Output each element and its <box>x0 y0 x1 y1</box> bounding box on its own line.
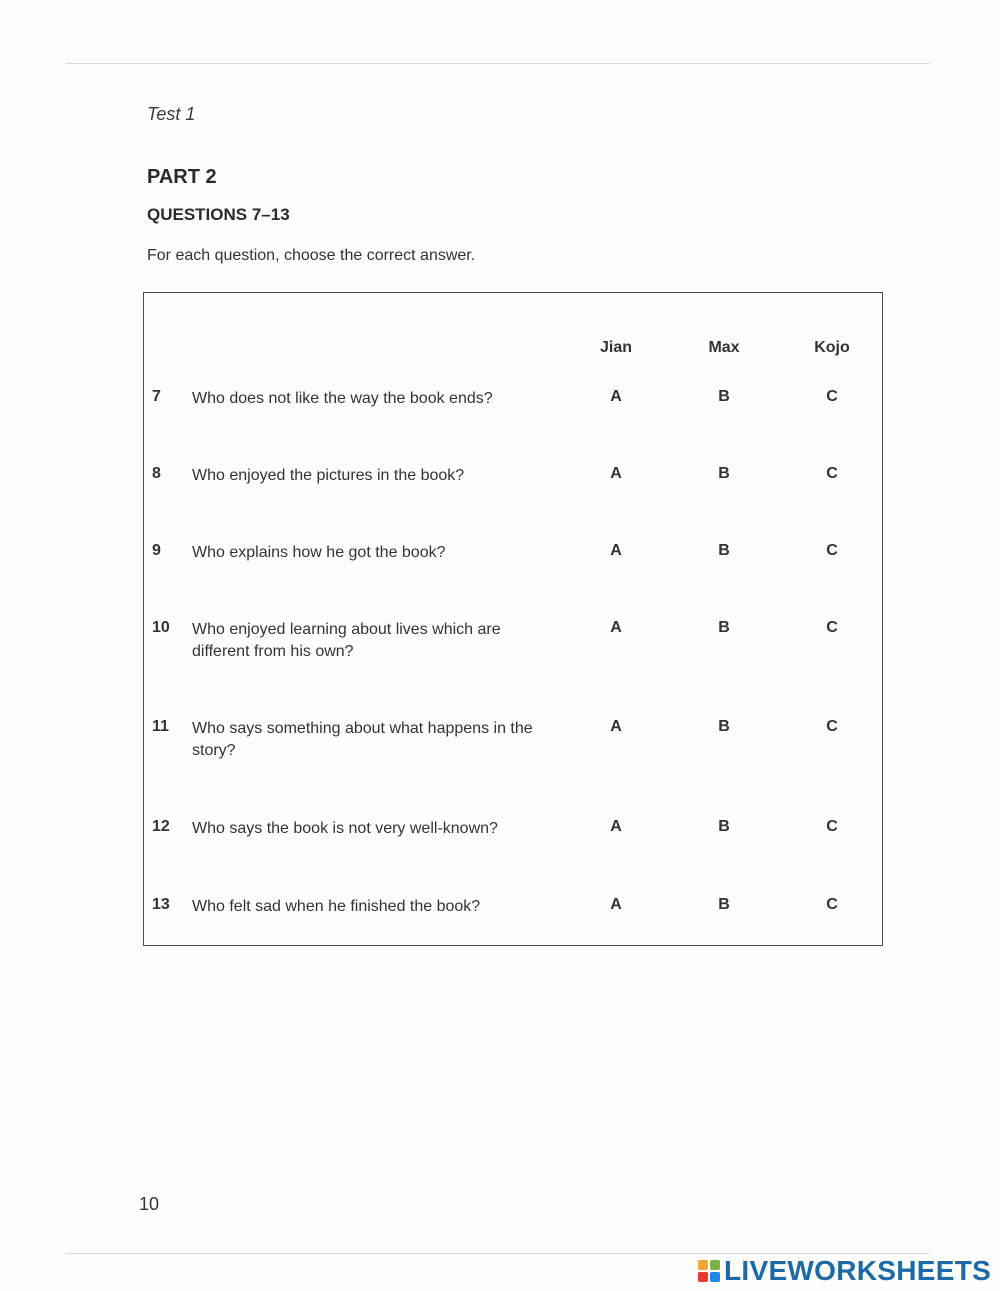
option-b[interactable]: B <box>718 542 730 559</box>
option-c[interactable]: C <box>826 542 838 559</box>
question-text: Who enjoyed learning about lives which are different from his own? <box>192 621 501 660</box>
option-b[interactable]: B <box>718 818 730 835</box>
question-number: 8 <box>152 465 161 482</box>
question-number: 12 <box>152 818 170 835</box>
question-number: 9 <box>152 542 161 559</box>
option-c[interactable]: C <box>826 896 838 913</box>
option-b[interactable]: B <box>718 465 730 482</box>
question-number: 10 <box>152 619 170 636</box>
option-b[interactable]: B <box>718 896 730 913</box>
option-c[interactable]: C <box>826 619 838 636</box>
option-a[interactable]: A <box>610 619 622 636</box>
question-text: Who felt sad when he finished the book? <box>192 898 481 915</box>
column-header-max: Max <box>708 339 740 356</box>
option-a[interactable]: A <box>610 388 622 405</box>
option-a[interactable]: A <box>610 465 622 482</box>
option-a[interactable]: A <box>610 896 622 913</box>
question-text: Who enjoyed the pictures in the book? <box>192 467 465 484</box>
question-text: Who does not like the way the book ends? <box>192 390 493 407</box>
option-a[interactable]: A <box>610 718 622 735</box>
option-b[interactable]: B <box>718 718 730 735</box>
test-label: Test 1 <box>147 104 196 124</box>
questions-title: QUESTIONS 7–13 <box>147 205 290 224</box>
bottom-rule <box>66 1253 930 1254</box>
option-c[interactable]: C <box>826 818 838 835</box>
option-a[interactable]: A <box>610 818 622 835</box>
liveworksheets-logo[interactable] <box>698 1256 991 1286</box>
question-text: Who says the book is not very well-known? <box>192 820 498 837</box>
column-header-jian: Jian <box>599 339 632 356</box>
option-c[interactable]: C <box>826 465 838 482</box>
question-text: Who explains how he got the book? <box>192 544 446 561</box>
question-table <box>143 292 883 946</box>
option-b[interactable]: B <box>718 388 730 405</box>
question-number: 11 <box>152 718 169 735</box>
question-number: 13 <box>152 896 170 913</box>
column-header-kojo: Kojo <box>814 339 850 356</box>
option-b[interactable]: B <box>718 619 730 636</box>
instruction-text: For each question, choose the correct answer. <box>147 247 476 264</box>
page-number: 10 <box>139 1194 160 1214</box>
question-text: Who says something about what happens in the story? <box>192 720 533 759</box>
brand-name: LIVEWORKSHEETS <box>724 1255 992 1286</box>
option-c[interactable]: C <box>826 718 838 735</box>
option-c[interactable]: C <box>826 388 838 405</box>
option-a[interactable]: A <box>610 542 622 559</box>
top-rule <box>66 63 930 64</box>
liveworksheets-logo-icon <box>698 1260 720 1282</box>
part-title: PART 2 <box>147 166 217 188</box>
question-number: 7 <box>152 388 161 405</box>
